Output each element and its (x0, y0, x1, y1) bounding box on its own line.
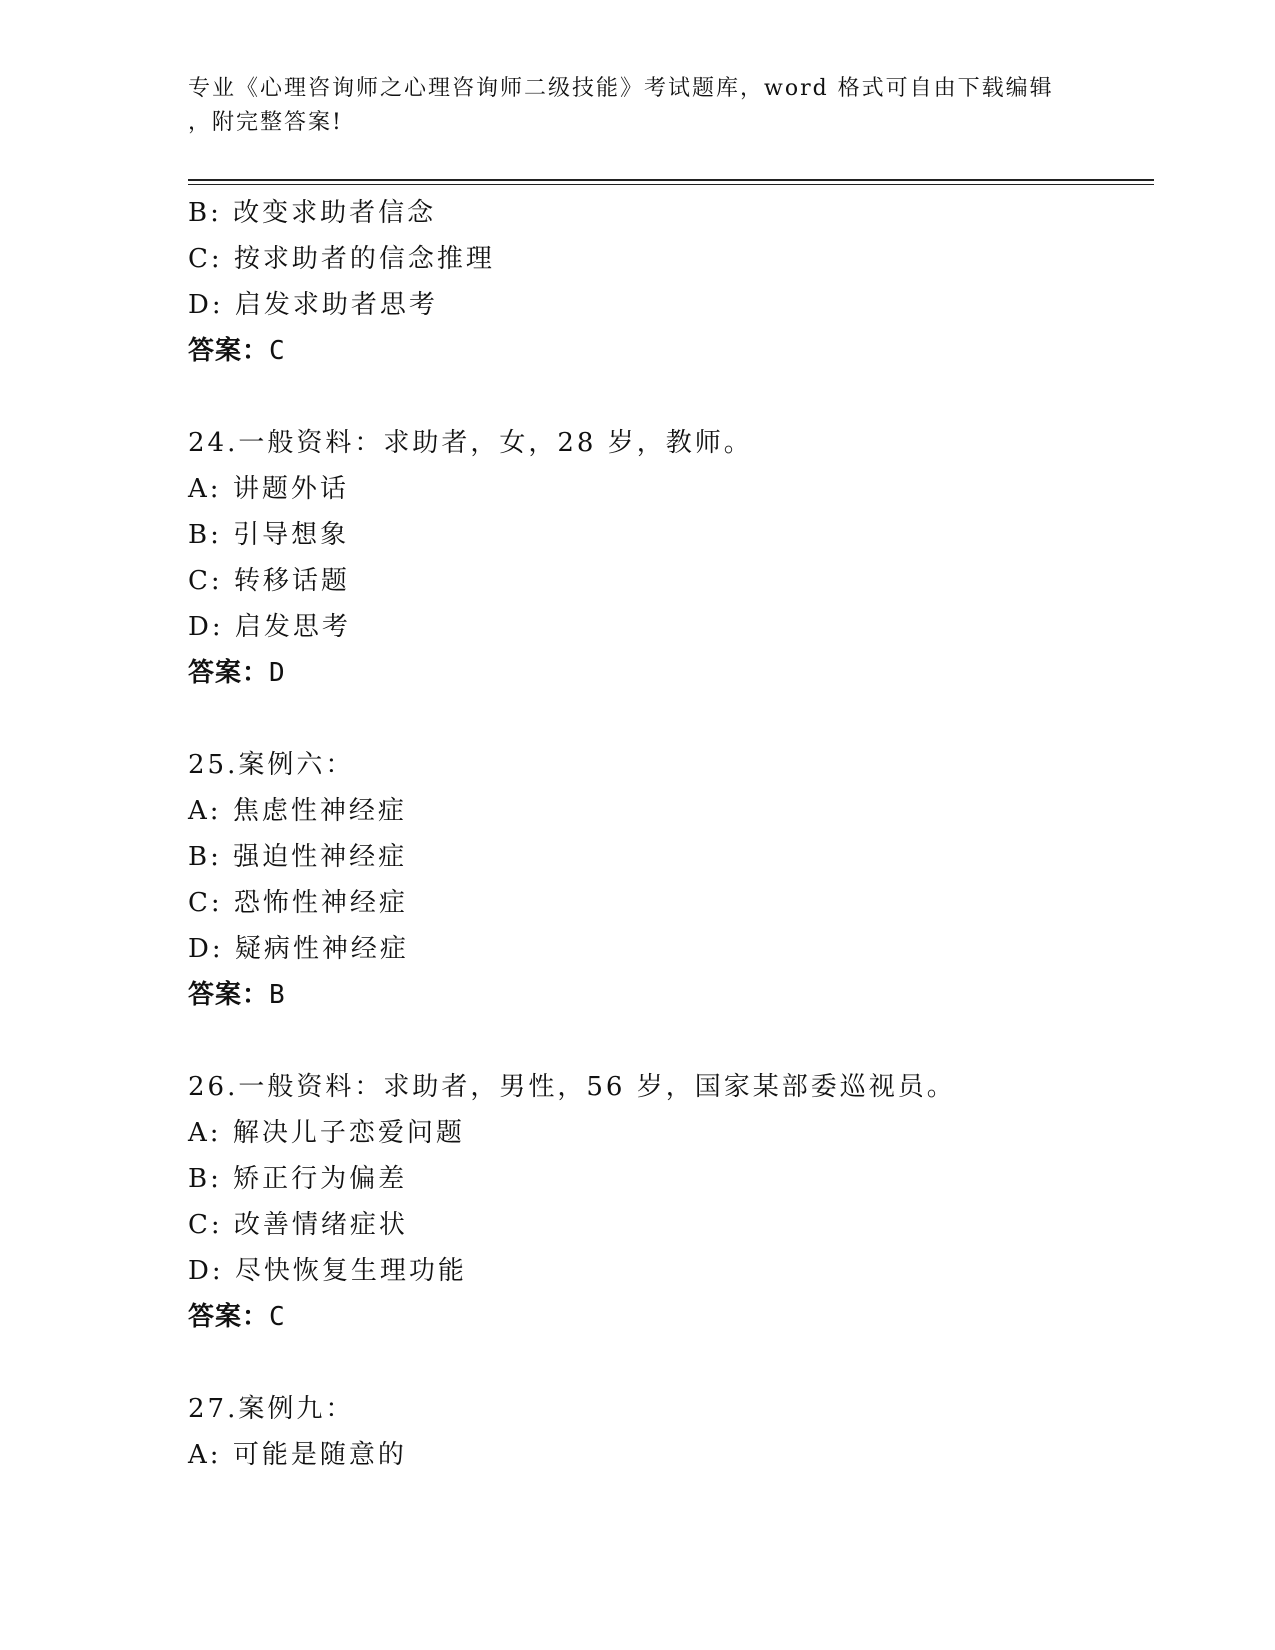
question-stem: 25.案例六： (188, 750, 355, 780)
option-c: C: 按求助者的信念推理 (188, 244, 495, 274)
question-24 (188, 420, 1148, 696)
option-c: C: 恐怖性神经症 (188, 888, 408, 918)
option-c: C: 转移话题 (188, 566, 350, 596)
option-a: A: 解决儿子恋爱问题 (188, 1118, 465, 1148)
answer: 答案：D (188, 658, 288, 688)
question-content (188, 190, 1148, 1478)
question-26 (188, 1064, 1148, 1340)
option-d: D: 疑病性神经症 (188, 934, 409, 964)
option-d: D: 启发求助者思考 (188, 290, 438, 320)
answer: 答案：B (188, 980, 288, 1010)
option-c: C: 改善情绪症状 (188, 1210, 408, 1240)
question-stem: 26.一般资料：求助者，男性，56 岁，国家某部委巡视员。 (188, 1072, 956, 1102)
option-a: A: 讲题外话 (188, 474, 349, 504)
option-d: D: 尽快恢复生理功能 (188, 1256, 467, 1286)
option-d: D: 启发思考 (188, 612, 351, 642)
question-27 (188, 1386, 1148, 1478)
answer: 答案：C (188, 1302, 288, 1332)
document-header (188, 72, 1088, 140)
question-stem: 27.案例九： (188, 1394, 355, 1424)
header-line-1: 专业《心理咨询师之心理咨询师二级技能》考试题库，word 格式可自由下载编辑 (188, 76, 1054, 101)
option-b: B: 引导想象 (188, 520, 350, 550)
option-b: B: 强迫性神经症 (188, 842, 408, 872)
option-b: B: 改变求助者信念 (188, 198, 437, 228)
option-b: B: 矫正行为偏差 (188, 1164, 408, 1194)
question-25 (188, 742, 1148, 1018)
question-stem: 24.一般资料：求助者，女，28 岁，教师。 (188, 428, 753, 458)
option-a: A: 可能是随意的 (188, 1440, 407, 1470)
header-divider-thick (188, 179, 1154, 181)
header-line-2: ，附完整答案! (188, 110, 343, 135)
option-a: A: 焦虑性神经症 (188, 796, 407, 826)
answer: 答案：C (188, 336, 288, 366)
question-continued (188, 190, 1148, 374)
header-divider-thin (188, 184, 1154, 185)
